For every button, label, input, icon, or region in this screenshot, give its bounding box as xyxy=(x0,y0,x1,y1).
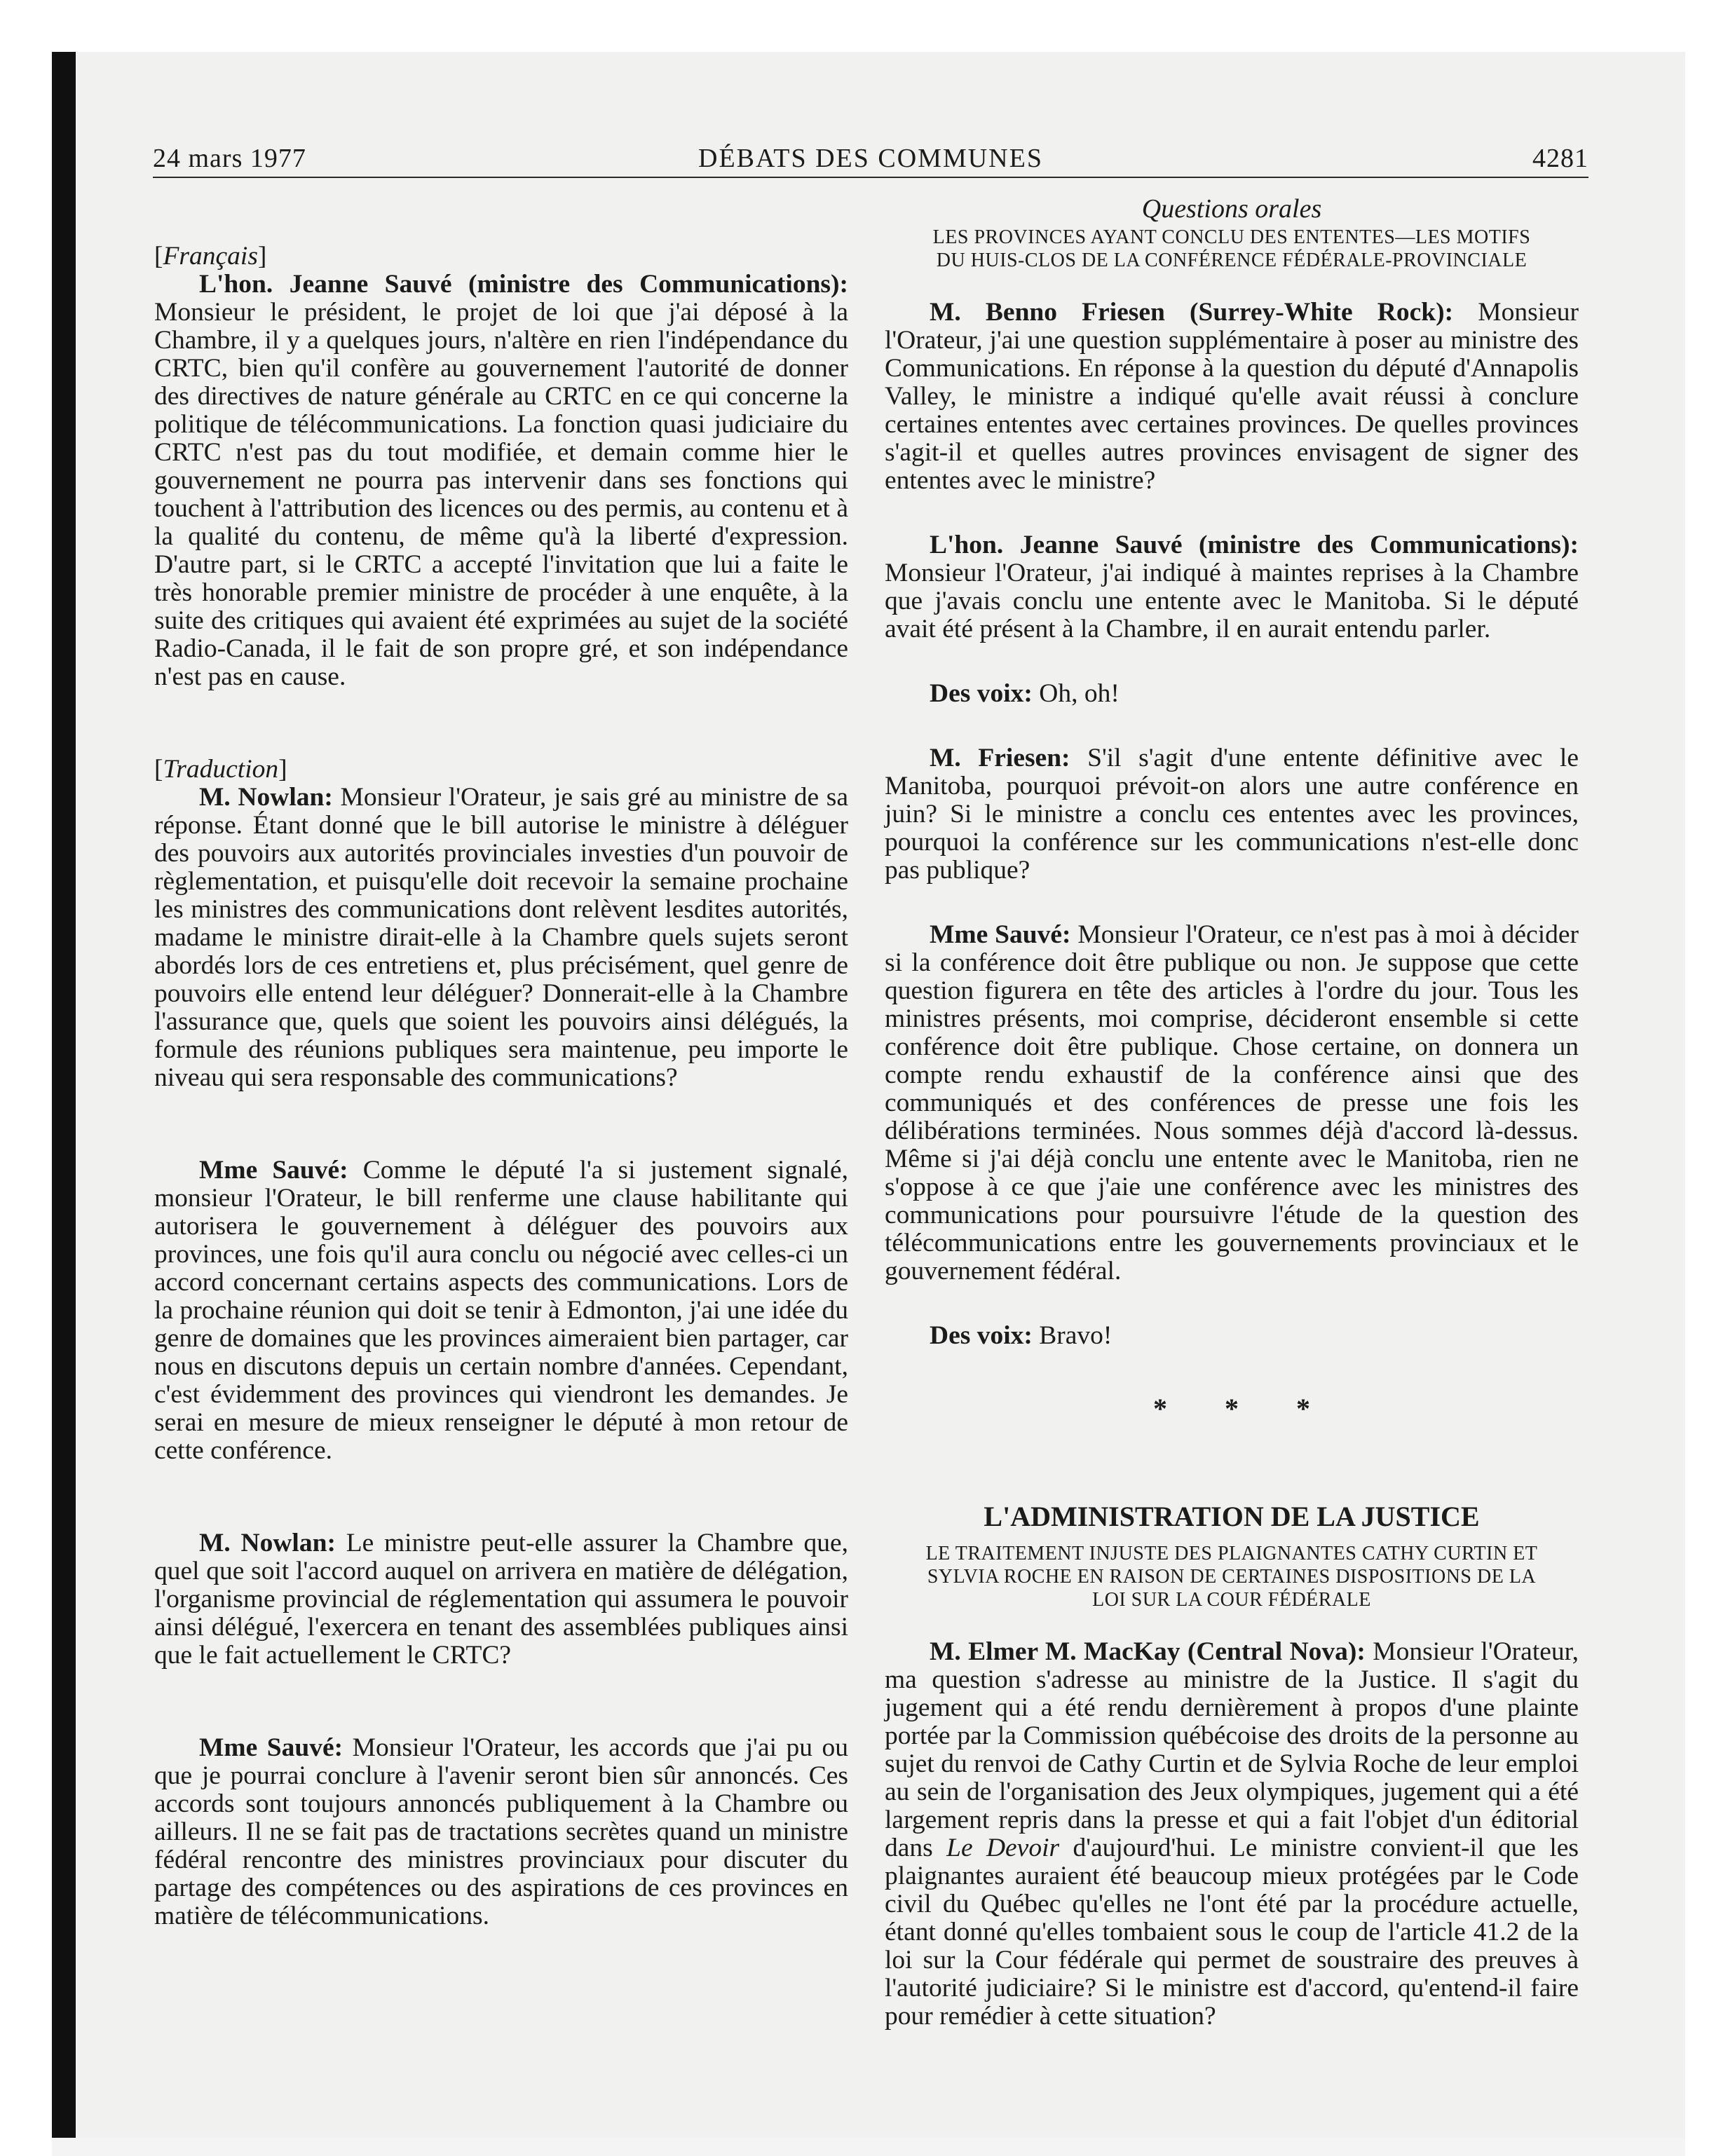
header-title: DÉBATS DES COMMUNES xyxy=(698,144,1043,173)
speech-text: Comme le député l'a si justement signalé, monsieur l'Orateur, le bill renferme une clause habilitante qui autorisera le gouvernement à déléguer des pouvoirs aux provinces, une fois qu'il aura conclu ou négocié avec celles-ci un accord concernant certains aspects des communications. Lors de la prochaine réunion qui doit se tenir à Edmonton, j'ai une idée du genre de domaines que les provinces aimeraient bien partager, car nous en discutons depuis un certain nombre d'années. Cependant, c'est évidemment des provinces qui viendront les demandes. Je serai en mesure de mieux renseigner le député à mon retour de cette conférence. xyxy=(154,1156,848,1465)
speech-text: Monsieur l'Orateur, ce n'est pas à moi à décider si la conférence doit être publique ou non. Je suppose que cette question figurera en tête des articles à l'ordre du jour. Tous les ministres présents, moi comprise, décideront ensemble si cette conférence doit être publique. Chose certaine, on donnera un compte rendu exhaustif de la conférence ainsi que des communiqués et des conférences de presse une fois les délibérations terminées. Nous sommes déjà d'accord là-dessus. Même si j'ai déjà conclu une entente avec le Manitoba, rien ne s'oppose à ce que j'aie une conférence avec les ministres des communications pour poursuivre l'étude de la question des télécommunications entre les gouvernements provinciaux et le gouvernement fédéral. xyxy=(885,920,1579,1285)
speaker-name: M. Friesen: xyxy=(930,744,1070,772)
section-title-justice: L'ADMINISTRATION DE LA JUSTICE xyxy=(984,1501,1480,1532)
scan-border-left xyxy=(52,52,76,2138)
paragraph-sauve-2 xyxy=(154,1157,848,1465)
right-column xyxy=(885,189,1579,2031)
header-rule xyxy=(153,177,1588,178)
paragraph-voices-1 xyxy=(885,680,1579,708)
paragraph-friesen-2 xyxy=(885,744,1579,885)
paragraph-sauve-3 xyxy=(154,1734,848,1930)
paragraph-nowlan-1 xyxy=(154,784,848,1092)
speaker-name: M. Nowlan: xyxy=(199,1529,336,1557)
speaker-name: Des voix: xyxy=(930,679,1033,708)
speaker-name: M. Nowlan: xyxy=(199,783,333,812)
speech-text: Le ministre peut-elle assurer la Chambre que, quel que soit l'accord auquel on arrivera en matière de délégation, l'organisme provincial de réglementation qui assumera le pouvoir ainsi délégué, l'exercera en tenant des assemblées publiques ainsi que le fait actuellement le CRTC? xyxy=(154,1529,848,1670)
speech-text: Monsieur l'Orateur, ma question s'adresse au ministre de la Justice. Il s'agit du jugement qui a été rendu dernièrement à propos d'une plainte portée par la Commission québécoise des droits de la personne au sujet du renvoi de Cathy Curtin et de Sylvia Roche de leur emploi au sein de l'organisation des Jeux olympiques, jugement qui a été largement repris dans la presse et qui a fait l'objet d'un éditorial dans xyxy=(885,1637,1579,1862)
speaker-name: L'hon. Jeanne Sauvé (ministre des Communications): xyxy=(930,531,1579,559)
left-column xyxy=(154,189,848,1930)
speech-text: Oh, oh! xyxy=(1039,679,1120,708)
speech-text: Monsieur l'Orateur, je sais gré au ministre de sa réponse. Étant donné que le bill autorise le ministre à déléguer des pouvoirs aux autorités provinciales investies d'un pouvoir de règlementation, et puisqu'elle doit recevoir la semaine prochaine les ministres des communications dont relèvent lesdites autorités, madame le ministre dirait-elle à la Chambre quels sujets seront abordés lors de ces entretiens et, plus précisément, quel genre de pouvoirs elle entend leur déléguer? Donnerait-elle à la Chambre l'assurance que, quels que soient les pouvoirs ainsi délégués, la formule des réunions publiques sera maintenue, peu importe le niveau qui sera responsable des communications? xyxy=(154,783,848,1092)
language-tag-francais: [Français] xyxy=(154,242,267,271)
paragraph-friesen-1 xyxy=(885,299,1579,495)
header-page-number: 4281 xyxy=(1532,144,1588,173)
speaker-name: Mme Sauvé: xyxy=(930,920,1071,949)
speech-text: Monsieur l'Orateur, j'ai indiqué à maintes reprises à la Chambre que j'avais conclu une entente avec le Manitoba. Si le député avait été présent à la Chambre, il en aurait entendu parler. xyxy=(885,559,1579,643)
speaker-name: M. Benno Friesen (Surrey-White Rock): xyxy=(930,298,1454,327)
speech-text: Monsieur l'Orateur, les accords que j'ai pu ou que je pourrai conclure à l'avenir seront bien sûr annoncés. Ces accords sont toujours annoncés publiquement à la Chambre ou ailleurs. Il ne se fait pas de tractations secrètes quand un ministre fédéral rencontre des ministres provinciaux pour discuter du partage des compétences ou des aspirations de ces provinces en matière de télécommunications. xyxy=(154,1733,849,1930)
running-header xyxy=(153,137,1588,175)
paragraph-sauve-4 xyxy=(885,531,1579,643)
rubric-questions-orales: Questions orales xyxy=(1141,194,1322,224)
speaker-name: M. Elmer M. MacKay (Central Nova): xyxy=(930,1637,1366,1666)
section-separator: * * * xyxy=(1153,1393,1335,1424)
speech-text: Bravo! xyxy=(1039,1321,1113,1350)
speaker-name: Des voix: xyxy=(930,1321,1033,1350)
language-tag-traduction: [Traduction] xyxy=(154,755,287,784)
scan-border-bottom xyxy=(52,2138,1685,2156)
subject-heading-2: LE TRAITEMENT INJUSTE DES PLAIGNANTES CATHY CURTIN ET SYLVIA ROCHE EN RAISON DE CERTAINES DISPOSITIONS DE LA LOI SUR LA COUR FÉDÉRALE xyxy=(925,1543,1538,1611)
paragraph-sauve-1 xyxy=(154,271,848,691)
header-date: 24 mars 1977 xyxy=(153,144,306,173)
subject-heading-1: LES PROVINCES AYANT CONCLU DES ENTENTES—LES MOTIFS DU HUIS-CLOS DE LA CONFÉRENCE FÉDÉRALE-PROVINCIALE xyxy=(932,226,1531,271)
speaker-name: Mme Sauvé: xyxy=(199,1156,348,1185)
speech-text: Monsieur l'Orateur, j'ai une question supplémentaire à poser au ministre des Communications. En réponse à la question du député d'Annapolis Valley, le ministre a indiqué qu'elle avait réussi à conclure certaines ententes avec certaines provinces. De quelles provinces s'agit-il et quelles autres provinces envisagent de signer des ententes avec le ministre? xyxy=(885,298,1579,495)
paragraph-nowlan-2 xyxy=(154,1529,848,1670)
speech-text: Monsieur le président, le projet de loi que j'ai déposé à la Chambre, il y a quelques jours, n'altère en rien l'indépendance du CRTC, bien qu'il confère au gouvernement l'autorité de donner des directives de nature générale au CRTC en ce qui concerne la politique de télécommunications. La fonction quasi judiciaire du CRTC n'est pas du tout modifiée, et demain comme hier le gouvernement ne pourra pas intervenir dans ses fonctions qui touchent à l'attribution des licences ou des permis, au contenu et à la qualité du contenu, de même qu'à la liberté d'expression. D'autre part, si le CRTC a accepté l'invitation que lui a faite le très honorable premier ministre de procéder à une enquête, à la suite des critiques qui avaient été exprimées au sujet de la société Radio-Canada, il le fait de son propre gré, et son indépendance n'est pas en cause. xyxy=(154,298,848,691)
speaker-name: Mme Sauvé: xyxy=(199,1733,343,1762)
speech-text: S'il s'agit d'une entente définitive avec le Manitoba, pourquoi prévoit-on alors une autre conférence en juin? Si le ministre a conclu ces ententes avec les provinces, pourquoi la conférence sur les communications n'est-elle donc pas publique? xyxy=(885,744,1579,885)
newspaper-title: Le Devoir xyxy=(946,1834,1060,1862)
speech-text: d'aujourd'hui. Le ministre convient-il que les plaignantes auraient été beaucoup mieux protégées par le Code civil du Québec qu'elles ne l'ont été par la procédure actuelle, étant donné qu'elles tombaient sous le coup de l'article 41.2 de la loi sur la Cour fédérale qui permet de soustraire des preuves à l'autorité judiciaire? Si le ministre est d'accord, qu'entend-il faire pour remédier à cette situation? xyxy=(885,1834,1579,2031)
paragraph-voices-2 xyxy=(885,1322,1579,1350)
speaker-name: L'hon. Jeanne Sauvé (ministre des Communications): xyxy=(199,270,848,299)
paragraph-sauve-5 xyxy=(885,921,1579,1285)
paragraph-mackay-1 xyxy=(885,1638,1579,2031)
